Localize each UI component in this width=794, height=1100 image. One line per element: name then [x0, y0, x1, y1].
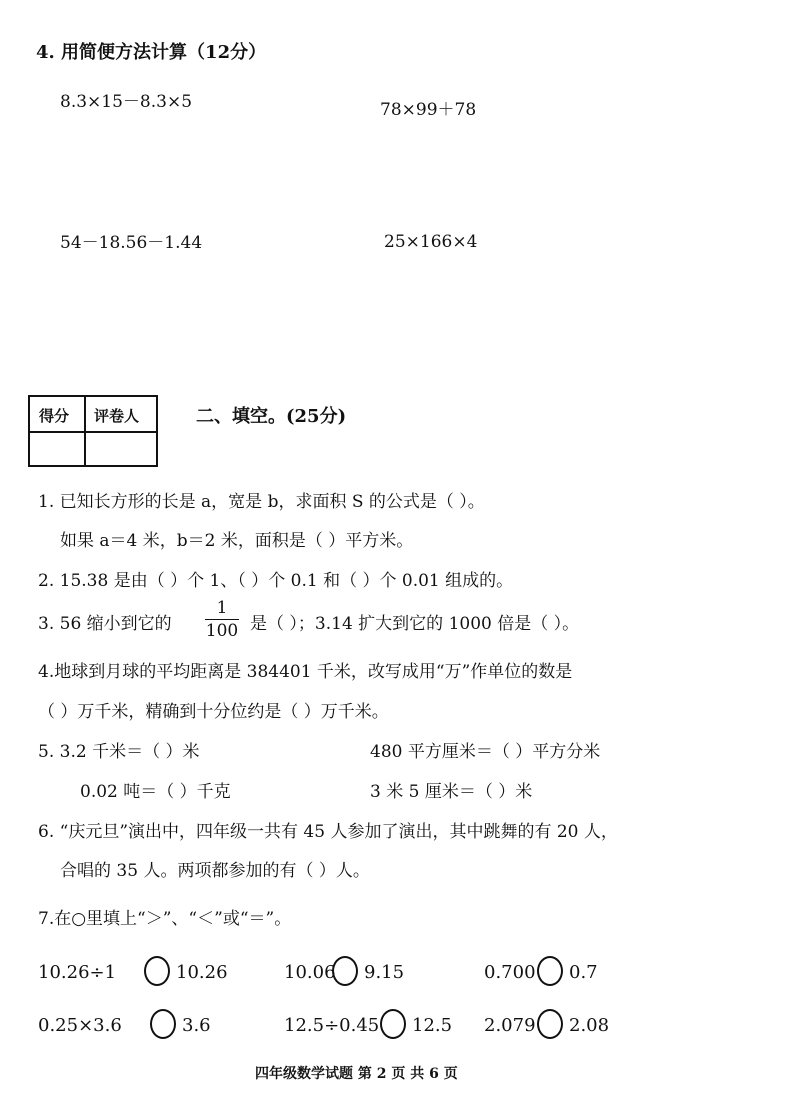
fill-q2: 2. 15.38 是由（ ）个 1、（ ）个 0.1 和（ ）个 0.01 组成的。	[38, 571, 514, 591]
fill-q6-line2: 合唱的 35 人。两项都参加的有（ ）人。	[60, 861, 370, 881]
compare-left: 0.25×3.6	[38, 1015, 122, 1036]
compare-right: 10.26	[176, 962, 228, 983]
compare-circle[interactable]	[144, 956, 170, 986]
compare-left: 10.06	[284, 962, 336, 983]
compare-left: 2.079	[484, 1015, 536, 1036]
compare-right: 2.08	[569, 1015, 610, 1036]
calc-item-2: 78×99＋78	[380, 100, 477, 120]
compare-right: 12.5	[412, 1015, 453, 1036]
compare-right: 3.6	[182, 1015, 211, 1036]
fill-q6-line1: 6. “庆元旦”演出中，四年级一共有 45 人参加了演出，其中跳舞的有 20 人，	[38, 822, 618, 842]
compare-right: 9.15	[364, 962, 405, 983]
fill-q1-line2: 如果 a＝4 米，b＝2 米，面积是（ ）平方米。	[60, 531, 414, 551]
compare-circle[interactable]	[537, 1009, 563, 1039]
fill-q4-line2: （ ）万千米，精确到十分位约是（ ）万千米。	[38, 702, 389, 722]
fraction-bar	[205, 619, 239, 620]
compare-circle[interactable]	[380, 1009, 406, 1039]
fill-q5-c: 0.02 吨＝（ ）千克	[80, 782, 231, 802]
compare-right: 0.7	[569, 962, 598, 983]
grader-label: 评卷人	[94, 407, 140, 425]
fraction-one-hundredth	[205, 598, 239, 641]
score-box	[28, 395, 158, 467]
score-input-cell[interactable]	[30, 433, 82, 465]
compare-left: 0.700	[484, 962, 536, 983]
grader-input-cell[interactable]	[86, 433, 156, 465]
fill-q5-d: 3 米 5 厘米＝（ ）米	[370, 782, 533, 802]
fill-q4-line1: 4.地球到月球的平均距离是 384401 千米，改写成用“万”作单位的数是	[38, 662, 573, 682]
fill-q7-instruction: 7.在○里填上“＞”、“＜”或“＝”。	[38, 909, 292, 929]
fill-q3-part2: 是（ ）；3.14 扩大到它的 1000 倍是（ ）。	[250, 614, 580, 634]
compare-circle[interactable]	[332, 956, 358, 986]
compare-circle[interactable]	[150, 1009, 176, 1039]
compare-left: 12.5÷0.45	[284, 1015, 380, 1036]
fill-q3-part1: 3. 56 缩小到它的	[38, 614, 172, 634]
fill-q5-b: 480 平方厘米＝（ ）平方分米	[370, 742, 601, 762]
section-2-title: 二、填空。(25分)	[196, 406, 347, 427]
compare-left: 10.26÷1	[38, 962, 117, 983]
fraction-numerator: 1	[216, 598, 228, 618]
calc-item-4: 25×166×4	[384, 232, 478, 252]
page-footer: 四年级数学试题 第 2 页 共 6 页	[255, 1066, 458, 1082]
score-label: 得分	[39, 407, 70, 425]
fill-q1-line1: 1. 已知长方形的长是 a，宽是 b，求面积 S 的公式是（ ）。	[38, 492, 485, 512]
question-4-title: 4. 用简便方法计算（12分）	[36, 42, 267, 63]
compare-circle[interactable]	[537, 956, 563, 986]
fraction-denominator: 100	[205, 621, 239, 641]
calc-item-1: 8.3×15－8.3×5	[60, 92, 193, 112]
fill-q5-a: 5. 3.2 千米＝（ ）米	[38, 742, 200, 762]
calc-item-3: 54－18.56－1.44	[60, 233, 203, 253]
